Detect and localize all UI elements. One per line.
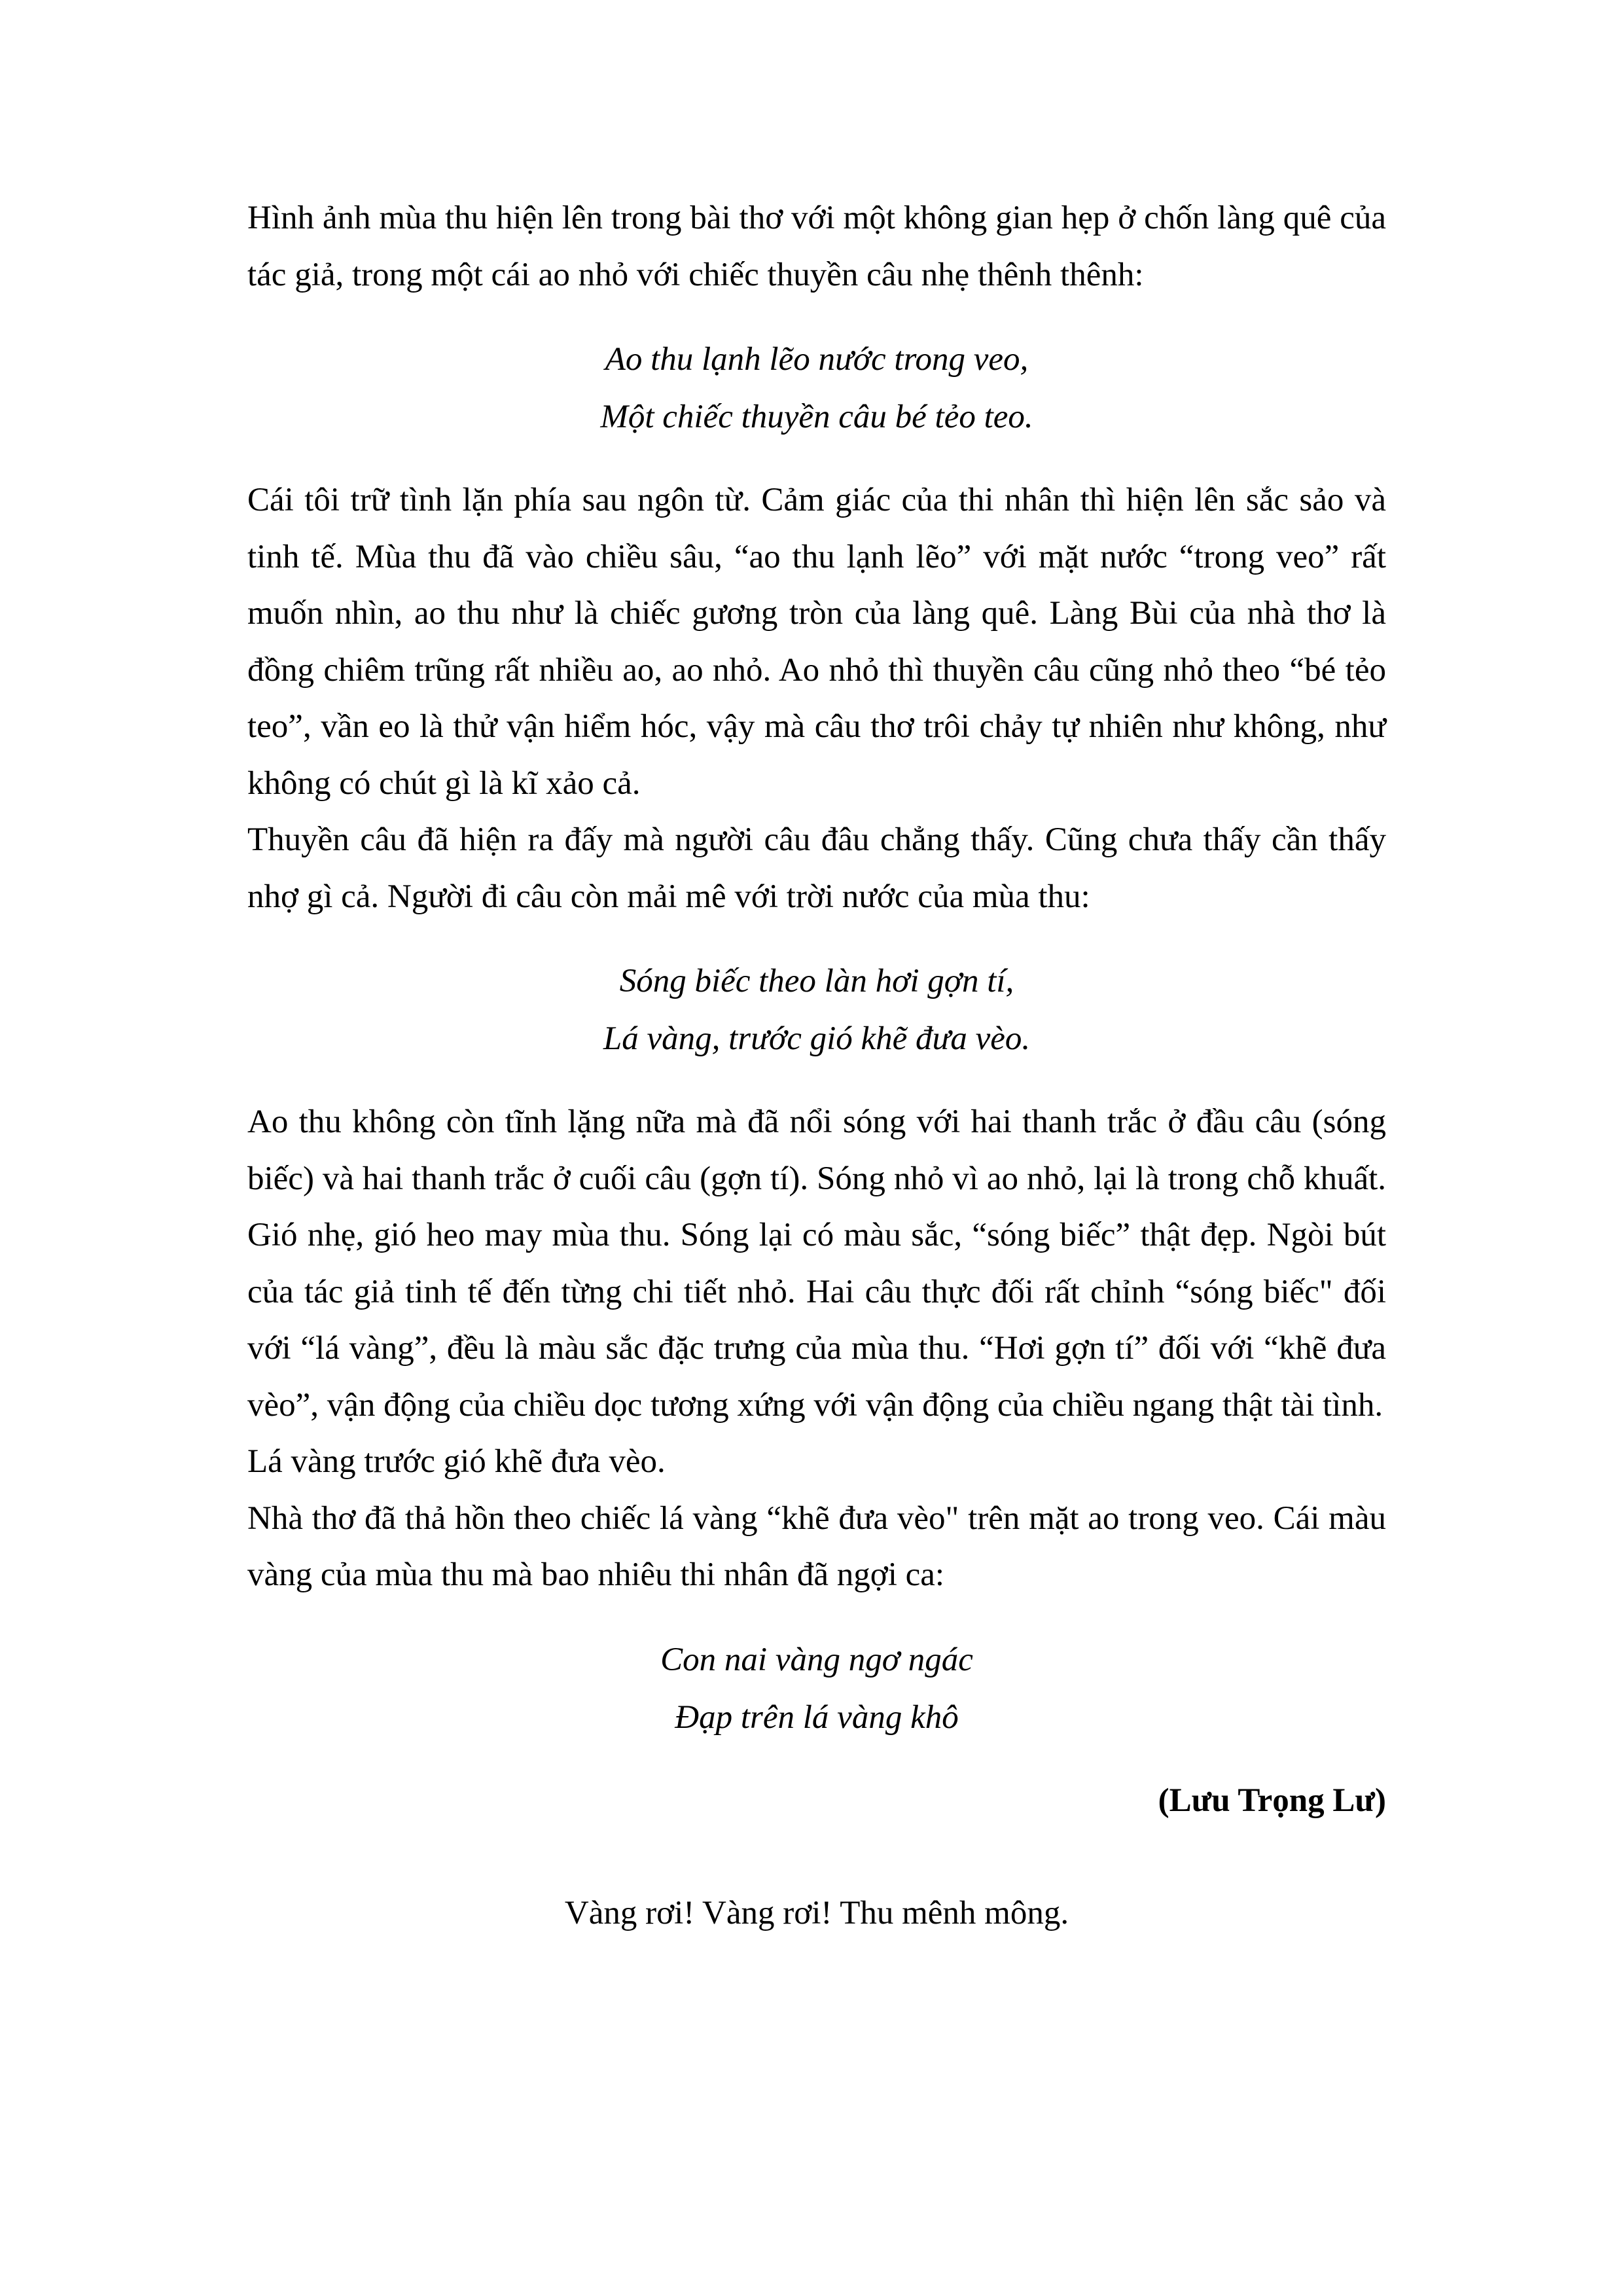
paragraph-analysis-1: Cái tôi trữ tình lặn phía sau ngôn từ. Cảm giác của thi nhân thì hiện lên sắc sảo và tinh tế. Mùa thu đã vào chiều sâu, “ao thu lạnh lẽo” với mặt nước “trong veo” rất muốn nhìn, ao thu như là chiếc gương tròn của làng quê. Làng Bùi của nhà thơ là đồng chiêm trũng rất nhiều ao, ao nhỏ. Ao nhỏ thì thuyền câu cũng nhỏ theo “bé tẻo teo”, vần eo là thử vận hiểm hóc, vậy mà câu thơ trôi chảy tự nhiên như không, như không có chút gì là kĩ xảo cả. xyxy=(247,482,1386,802)
poem-attribution: (Lưu Trọng Lư) xyxy=(1158,1782,1386,1819)
spacer xyxy=(247,925,1386,952)
poem-line: Một chiếc thuyền câu bé tẻo teo. xyxy=(600,399,1033,435)
paragraph-analysis-4: Nhà thơ đã thả hồn theo chiếc lá vàng “khẽ đưa vèo" trên mặt ao trong veo. Cái màu vàng của mùa thu mà bao nhiêu thi nhân đã ngợi ca: xyxy=(247,1499,1386,1593)
poem-line: Sóng biếc theo làn hơi gợn tí, xyxy=(619,963,1014,999)
spacer xyxy=(247,1829,1386,1885)
poem-line: Con nai vàng ngơ ngác xyxy=(660,1641,973,1678)
paragraph-intro: Hình ảnh mùa thu hiện lên trong bài thơ với một không gian hẹp ở chốn làng quê của tác giả, trong một cái ao nhỏ với chiếc thuyền câu nhẹ thênh thênh: xyxy=(247,200,1386,293)
poem-line: Đạp trên lá vàng khô xyxy=(675,1698,959,1736)
paragraph-analysis-2: Thuyền câu đã hiện ra đấy mà người câu đâu chẳng thấy. Cũng chưa thấy cần thấy nhợ gì cả. Người đi câu còn mải mê với trời nước của mùa thu: xyxy=(247,821,1386,915)
spacer xyxy=(247,303,1386,331)
poem-quote-1 xyxy=(247,331,1386,446)
closing-line: Vàng rơi! Vàng rơi! Thu mênh mông. xyxy=(564,1894,1069,1931)
poem-quote-2 xyxy=(247,952,1386,1067)
poem-line: Lá vàng, trước gió khẽ đưa vèo. xyxy=(603,1020,1031,1057)
poem-quote-3 xyxy=(247,1631,1386,1746)
document-page xyxy=(247,190,1386,1941)
paragraph-quote-line: Lá vàng trước gió khẽ đưa vèo. xyxy=(247,1443,666,1480)
paragraph-analysis-3: Ao thu không còn tĩnh lặng nữa mà đã nổi sóng với hai thanh trắc ở đầu câu (sóng biếc) và hai thanh trắc ở cuối câu (gợn tí). Sóng nhỏ vì ao nhỏ, lại là trong chỗ khuất. Gió nhẹ, gió heo may mùa thu. Sóng lại có màu sắc, “sóng biếc” thật đẹp. Ngòi bút của tác giả tinh tế đến từng chi tiết nhỏ. Hai câu thực đối rất chỉnh “sóng biếc" đối với “lá vàng”, đều là màu sắc đặc trưng của mùa thu. “Hơi gợn tí” đối với “khẽ đưa vèo”, vận động của chiều dọc tương xứng với vận động của chiều ngang thật tài tình. xyxy=(247,1103,1386,1424)
poem-line: Ao thu lạnh lẽo nước trong veo, xyxy=(605,341,1029,378)
spacer xyxy=(247,1067,1386,1094)
spacer xyxy=(247,446,1386,472)
spacer xyxy=(247,1746,1386,1772)
spacer xyxy=(247,1604,1386,1631)
